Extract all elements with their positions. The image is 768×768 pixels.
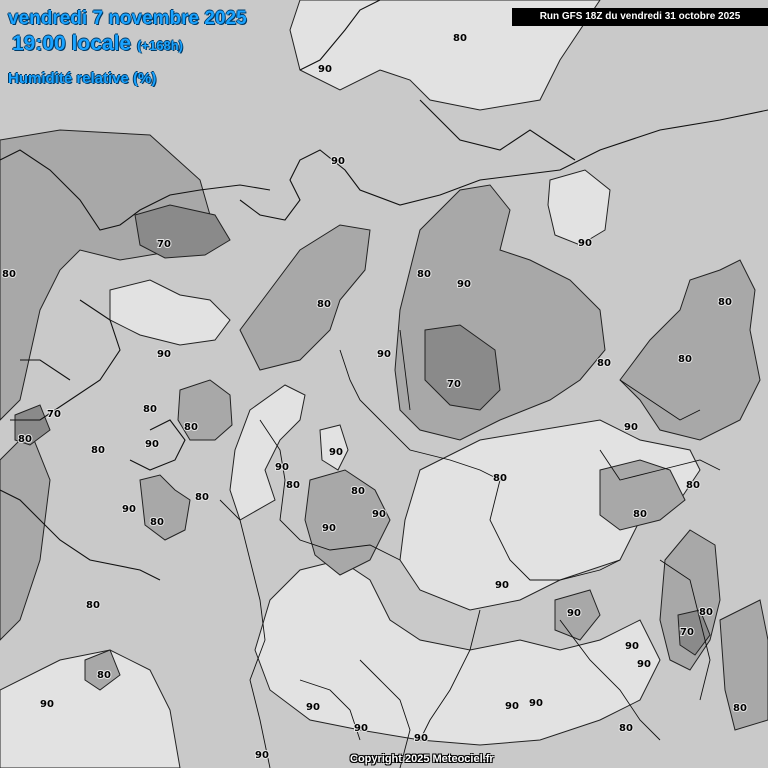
variable-label: Humidité relative (%) (8, 70, 157, 87)
contour-label: 80 (619, 723, 633, 734)
contour-label: 80 (195, 492, 209, 503)
contour-label: 80 (453, 33, 467, 44)
contour-label: 90 (372, 509, 386, 520)
contour-label: 80 (686, 480, 700, 491)
contour-label: 90 (624, 422, 638, 433)
contour-label: 80 (351, 486, 365, 497)
contour-label: 80 (143, 404, 157, 415)
contour-label: 90 (275, 462, 289, 473)
forecast-time-text: 19:00 locale (12, 32, 132, 55)
contour-label: 90 (567, 608, 581, 619)
contour-label: 70 (47, 409, 61, 420)
contour-label: 70 (157, 239, 171, 250)
contour-label: 90 (157, 349, 171, 360)
contour-label: 90 (318, 64, 332, 75)
contour-label: 90 (529, 698, 543, 709)
contour-label: 80 (633, 509, 647, 520)
contour-label: 80 (733, 703, 747, 714)
contour-label: 90 (625, 641, 639, 652)
contour-label: 80 (2, 269, 16, 280)
contour-label: 90 (322, 523, 336, 534)
contour-label: 80 (86, 600, 100, 611)
contour-label: 80 (317, 299, 331, 310)
contour-label: 90 (255, 750, 269, 761)
contour-label: 80 (493, 473, 507, 484)
contour-label: 80 (97, 670, 111, 681)
forecast-date: vendredi 7 novembre 2025 (8, 8, 247, 29)
contour-label: 80 (597, 358, 611, 369)
contour-label: 80 (699, 607, 713, 618)
forecast-time (12, 32, 183, 56)
contour-label: 90 (40, 699, 54, 710)
contour-label: 90 (354, 723, 368, 734)
copyright: Copyright 2025 Meteociel.fr (350, 753, 494, 765)
contour-label: 90 (578, 238, 592, 249)
contour-label: 80 (718, 297, 732, 308)
contour-label: 90 (414, 733, 428, 744)
contour-label: 90 (331, 156, 345, 167)
contour-label: 90 (637, 659, 651, 670)
contour-label: 90 (329, 447, 343, 458)
run-banner: Run GFS 18Z du vendredi 31 octobre 2025 (512, 8, 768, 26)
contour-label: 90 (122, 504, 136, 515)
contour-label: 90 (145, 439, 159, 450)
contour-label: 80 (678, 354, 692, 365)
contour-label: 80 (286, 480, 300, 491)
contour-label: 80 (417, 269, 431, 280)
contour-label: 80 (91, 445, 105, 456)
forecast-offset: (+168h) (137, 38, 183, 53)
contour-label: 70 (447, 379, 461, 390)
contour-label: 70 (680, 627, 694, 638)
contour-label: 80 (150, 517, 164, 528)
contour-label: 90 (457, 279, 471, 290)
contour-label: 80 (18, 434, 32, 445)
contour-label: 90 (495, 580, 509, 591)
contour-label: 90 (505, 701, 519, 712)
contour-label: 90 (306, 702, 320, 713)
contour-label: 80 (184, 422, 198, 433)
contour-label: 90 (377, 349, 391, 360)
